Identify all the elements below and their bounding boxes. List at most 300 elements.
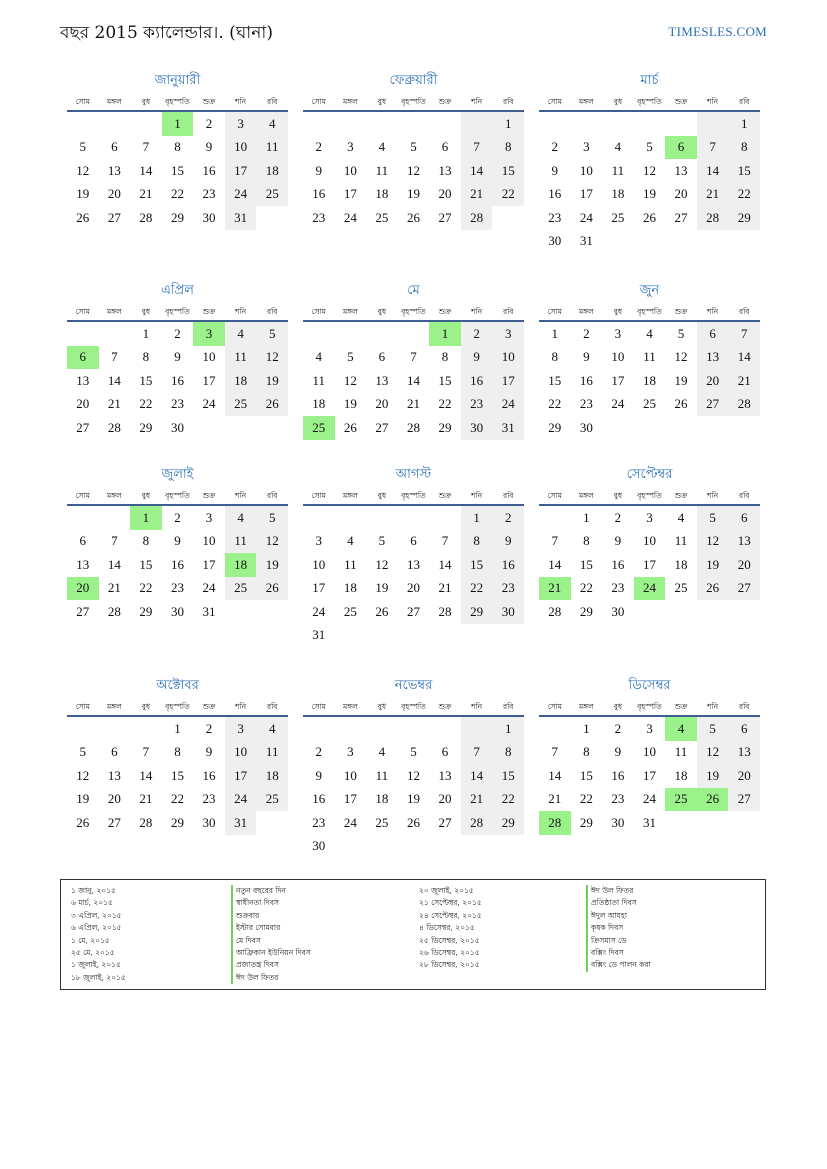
day-cell[interactable]: 1 (130, 505, 162, 530)
day-cell[interactable]: 31 (492, 416, 524, 440)
day-cell[interactable]: 10 (202, 349, 216, 365)
day-cell[interactable]: 15 (728, 159, 760, 183)
day-cell[interactable]: 28 (728, 393, 760, 417)
day-cell[interactable]: 17 (202, 556, 216, 572)
day-cell[interactable]: 3 (646, 720, 653, 736)
day-cell[interactable]: 5 (378, 533, 386, 549)
day-cell[interactable]: 30 (170, 419, 184, 435)
day-cell[interactable]: 17 (611, 372, 625, 388)
day-cell[interactable]: 3 (205, 509, 213, 525)
day-cell[interactable]: 28 (438, 603, 452, 619)
day-cell[interactable]: 20 (438, 791, 452, 807)
day-cell[interactable]: 29 (579, 603, 593, 619)
day-cell[interactable]: 24 (312, 603, 326, 619)
day-cell[interactable]: 19 (375, 580, 389, 596)
day-cell[interactable]: 3 (193, 321, 225, 346)
day-cell[interactable]: 27 (697, 393, 729, 417)
day-cell[interactable]: 19 (76, 186, 90, 202)
day-cell[interactable]: 17 (343, 791, 357, 807)
day-cell[interactable]: 5 (256, 505, 288, 530)
day-cell[interactable]: 13 (107, 767, 121, 783)
day-cell[interactable]: 27 (107, 814, 121, 830)
day-cell[interactable]: 22 (728, 183, 760, 207)
day-cell[interactable]: 15 (139, 372, 153, 388)
day-cell[interactable]: 26 (406, 814, 420, 830)
day-cell[interactable]: 19 (642, 186, 656, 202)
day-cell[interactable]: 21 (697, 183, 729, 207)
day-cell[interactable]: 24 (225, 788, 257, 812)
day-cell[interactable]: 15 (139, 556, 153, 572)
day-cell[interactable]: 22 (438, 396, 452, 412)
day-cell[interactable]: 16 (611, 767, 625, 783)
day-cell[interactable]: 6 (665, 136, 697, 160)
day-cell[interactable]: 5 (79, 744, 87, 760)
day-cell[interactable]: 25 (642, 396, 656, 412)
day-cell[interactable]: 8 (551, 349, 559, 365)
day-cell[interactable]: 20 (375, 396, 389, 412)
day-cell[interactable]: 4 (256, 111, 288, 136)
day-cell[interactable]: 3 (347, 744, 354, 760)
day-cell[interactable]: 26 (76, 209, 90, 225)
day-cell[interactable]: 18 (375, 186, 389, 202)
day-cell[interactable]: 29 (548, 419, 562, 435)
day-cell[interactable]: 8 (142, 533, 150, 549)
day-cell[interactable]: 3 (614, 325, 622, 341)
day-cell[interactable]: 15 (170, 767, 184, 783)
day-cell[interactable]: 28 (107, 603, 121, 619)
day-cell[interactable]: 14 (406, 372, 420, 388)
day-cell[interactable]: 28 (539, 811, 571, 835)
day-cell[interactable]: 2 (551, 139, 559, 155)
day-cell[interactable]: 27 (375, 419, 389, 435)
day-cell[interactable]: 27 (438, 814, 452, 830)
day-cell[interactable]: 5 (677, 325, 685, 341)
day-cell[interactable]: 19 (406, 186, 420, 202)
day-cell[interactable]: 7 (461, 741, 493, 765)
day-cell[interactable]: 5 (697, 505, 729, 530)
day-cell[interactable]: 23 (548, 209, 562, 225)
day-cell[interactable]: 19 (343, 396, 357, 412)
day-cell[interactable]: 16 (202, 767, 216, 783)
day-cell[interactable]: 24 (492, 393, 524, 417)
day-cell[interactable]: 27 (674, 209, 688, 225)
day-cell[interactable]: 12 (256, 530, 288, 554)
day-cell[interactable]: 6 (67, 346, 99, 370)
day-cell[interactable]: 21 (107, 580, 121, 596)
day-cell[interactable]: 16 (492, 553, 524, 577)
day-cell[interactable]: 26 (697, 788, 729, 812)
day-cell[interactable]: 12 (76, 162, 90, 178)
site-brand-link[interactable]: TIMESLES.COM (668, 24, 767, 39)
day-cell[interactable]: 10 (225, 136, 257, 160)
day-cell[interactable]: 9 (492, 530, 524, 554)
day-cell[interactable]: 25 (611, 209, 625, 225)
day-cell[interactable]: 15 (579, 556, 593, 572)
day-cell[interactable]: 15 (492, 159, 524, 183)
day-cell[interactable]: 24 (611, 396, 625, 412)
day-cell[interactable]: 9 (205, 744, 213, 760)
day-cell[interactable]: 7 (551, 533, 559, 549)
day-cell[interactable]: 26 (256, 577, 288, 601)
day-cell[interactable]: 2 (614, 720, 622, 736)
day-cell[interactable]: 7 (410, 349, 417, 365)
day-cell[interactable]: 26 (375, 603, 389, 619)
day-cell[interactable]: 14 (107, 556, 121, 572)
day-cell[interactable]: 16 (312, 186, 326, 202)
day-cell[interactable]: 22 (492, 183, 524, 207)
day-cell[interactable]: 24 (642, 791, 656, 807)
day-cell[interactable]: 27 (406, 603, 420, 619)
day-cell[interactable]: 8 (492, 136, 524, 160)
day-cell[interactable]: 26 (256, 393, 288, 417)
day-cell[interactable]: 9 (583, 349, 590, 365)
day-cell[interactable]: 8 (174, 744, 181, 760)
day-cell[interactable]: 16 (170, 372, 184, 388)
day-cell[interactable]: 9 (315, 162, 323, 178)
day-cell[interactable]: 3 (225, 111, 257, 136)
day-cell[interactable]: 20 (107, 186, 121, 202)
day-cell[interactable]: 2 (205, 720, 213, 736)
day-cell[interactable]: 4 (665, 716, 697, 741)
day-cell[interactable]: 2 (205, 115, 213, 131)
day-cell[interactable]: 11 (375, 162, 389, 178)
day-cell[interactable]: 1 (142, 325, 150, 341)
day-cell[interactable]: 16 (461, 369, 493, 393)
day-cell[interactable]: 21 (406, 396, 420, 412)
day-cell[interactable]: 18 (375, 791, 389, 807)
day-cell[interactable]: 21 (107, 396, 121, 412)
day-cell[interactable]: 30 (548, 233, 562, 249)
day-cell[interactable]: 12 (406, 162, 420, 178)
day-cell[interactable]: 23 (202, 791, 216, 807)
day-cell[interactable]: 14 (461, 764, 493, 788)
day-cell[interactable]: 25 (375, 209, 389, 225)
day-cell[interactable]: 20 (406, 580, 420, 596)
day-cell[interactable]: 2 (614, 509, 622, 525)
day-cell[interactable]: 31 (225, 811, 257, 835)
day-cell[interactable]: 27 (76, 603, 90, 619)
day-cell[interactable]: 13 (728, 530, 760, 554)
day-cell[interactable]: 25 (225, 393, 257, 417)
day-cell[interactable]: 10 (492, 346, 524, 370)
day-cell[interactable]: 11 (344, 556, 357, 572)
day-cell[interactable]: 1 (162, 111, 194, 136)
day-cell[interactable]: 6 (378, 349, 386, 365)
day-cell[interactable]: 11 (375, 767, 389, 783)
day-cell[interactable]: 6 (79, 533, 87, 549)
day-cell[interactable]: 15 (461, 553, 493, 577)
day-cell[interactable]: 13 (697, 346, 729, 370)
day-cell[interactable]: 21 (438, 580, 452, 596)
day-cell[interactable]: 24 (343, 814, 357, 830)
day-cell[interactable]: 4 (614, 139, 622, 155)
day-cell[interactable]: 11 (312, 372, 326, 388)
day-cell[interactable]: 12 (697, 741, 729, 765)
day-cell[interactable]: 3 (347, 139, 354, 155)
day-cell[interactable]: 12 (674, 349, 688, 365)
day-cell[interactable]: 2 (174, 509, 181, 525)
day-cell[interactable]: 4 (677, 509, 685, 525)
day-cell[interactable]: 21 (139, 791, 153, 807)
day-cell[interactable]: 27 (107, 209, 121, 225)
day-cell[interactable]: 31 (642, 814, 656, 830)
day-cell[interactable]: 29 (461, 600, 493, 624)
day-cell[interactable]: 23 (312, 209, 326, 225)
day-cell[interactable]: 15 (170, 162, 184, 178)
day-cell[interactable]: 18 (225, 553, 257, 577)
day-cell[interactable]: 18 (343, 580, 357, 596)
day-cell[interactable]: 1 (174, 720, 181, 736)
day-cell[interactable]: 3 (492, 321, 524, 346)
day-cell[interactable]: 16 (170, 556, 184, 572)
day-cell[interactable]: 14 (438, 556, 452, 572)
day-cell[interactable]: 23 (611, 580, 625, 596)
day-cell[interactable]: 14 (548, 767, 562, 783)
day-cell[interactable]: 6 (728, 716, 760, 741)
day-cell[interactable]: 23 (312, 814, 326, 830)
day-cell[interactable]: 28 (697, 206, 729, 230)
day-cell[interactable]: 16 (312, 791, 326, 807)
day-cell[interactable]: 30 (312, 838, 326, 854)
day-cell[interactable]: 28 (107, 419, 121, 435)
day-cell[interactable]: 6 (697, 321, 729, 346)
day-cell[interactable]: 17 (492, 369, 524, 393)
day-cell[interactable]: 4 (646, 325, 653, 341)
day-cell[interactable]: 22 (139, 580, 153, 596)
day-cell[interactable]: 17 (579, 186, 593, 202)
day-cell[interactable]: 24 (343, 209, 357, 225)
day-cell[interactable]: 1 (429, 321, 461, 346)
day-cell[interactable]: 12 (697, 530, 729, 554)
day-cell[interactable]: 13 (406, 556, 420, 572)
day-cell[interactable]: 10 (611, 349, 625, 365)
day-cell[interactable]: 7 (111, 349, 118, 365)
day-cell[interactable]: 13 (107, 162, 121, 178)
day-cell[interactable]: 9 (315, 767, 323, 783)
day-cell[interactable]: 5 (347, 349, 354, 365)
day-cell[interactable]: 24 (579, 209, 593, 225)
day-cell[interactable]: 11 (674, 744, 688, 760)
day-cell[interactable]: 13 (438, 767, 452, 783)
day-cell[interactable]: 23 (202, 186, 216, 202)
day-cell[interactable]: 23 (579, 396, 593, 412)
day-cell[interactable]: 5 (410, 139, 417, 155)
day-cell[interactable]: 4 (347, 533, 354, 549)
day-cell[interactable]: 23 (611, 791, 625, 807)
day-cell[interactable]: 12 (406, 767, 420, 783)
day-cell[interactable]: 10 (642, 533, 656, 549)
day-cell[interactable]: 28 (406, 419, 420, 435)
day-cell[interactable]: 26 (697, 577, 729, 601)
day-cell[interactable]: 30 (202, 814, 216, 830)
day-cell[interactable]: 21 (539, 577, 571, 601)
day-cell[interactable]: 17 (343, 186, 357, 202)
day-cell[interactable]: 9 (551, 162, 559, 178)
day-cell[interactable]: 14 (461, 159, 493, 183)
day-cell[interactable]: 9 (461, 346, 493, 370)
day-cell[interactable]: 22 (492, 788, 524, 812)
day-cell[interactable]: 6 (441, 744, 449, 760)
day-cell[interactable]: 11 (256, 136, 288, 160)
day-cell[interactable]: 16 (202, 162, 216, 178)
day-cell[interactable]: 26 (642, 209, 656, 225)
day-cell[interactable]: 28 (548, 603, 562, 619)
day-cell[interactable]: 25 (343, 603, 357, 619)
day-cell[interactable]: 8 (461, 530, 493, 554)
day-cell[interactable]: 9 (614, 533, 622, 549)
day-cell[interactable]: 15 (438, 372, 452, 388)
day-cell[interactable]: 30 (611, 603, 625, 619)
day-cell[interactable]: 19 (76, 791, 90, 807)
day-cell[interactable]: 5 (697, 716, 729, 741)
day-cell[interactable]: 7 (142, 744, 150, 760)
day-cell[interactable]: 14 (548, 556, 562, 572)
day-cell[interactable]: 15 (548, 372, 562, 388)
day-cell[interactable]: 18 (611, 186, 625, 202)
day-cell[interactable]: 31 (202, 603, 216, 619)
day-cell[interactable]: 23 (170, 580, 184, 596)
day-cell[interactable]: 10 (579, 162, 593, 178)
day-cell[interactable]: 28 (139, 814, 153, 830)
day-cell[interactable]: 16 (579, 372, 593, 388)
day-cell[interactable]: 14 (139, 162, 153, 178)
day-cell[interactable]: 22 (548, 396, 562, 412)
day-cell[interactable]: 23 (461, 393, 493, 417)
day-cell[interactable]: 26 (343, 419, 357, 435)
day-cell[interactable]: 29 (170, 814, 184, 830)
day-cell[interactable]: 27 (76, 419, 90, 435)
day-cell[interactable]: 16 (611, 556, 625, 572)
day-cell[interactable]: 29 (728, 206, 760, 230)
day-cell[interactable]: 12 (642, 162, 656, 178)
day-cell[interactable]: 21 (728, 369, 760, 393)
day-cell[interactable]: 27 (728, 788, 760, 812)
day-cell[interactable]: 20 (438, 186, 452, 202)
day-cell[interactable]: 1 (492, 716, 524, 741)
day-cell[interactable]: 10 (343, 162, 357, 178)
day-cell[interactable]: 2 (492, 505, 524, 530)
day-cell[interactable]: 27 (438, 209, 452, 225)
day-cell[interactable]: 8 (492, 741, 524, 765)
day-cell[interactable]: 22 (170, 791, 184, 807)
day-cell[interactable]: 26 (406, 209, 420, 225)
day-cell[interactable]: 30 (202, 209, 216, 225)
day-cell[interactable]: 6 (441, 139, 449, 155)
day-cell[interactable]: 4 (225, 321, 257, 346)
day-cell[interactable]: 2 (315, 139, 323, 155)
day-cell[interactable]: 11 (674, 533, 688, 549)
day-cell[interactable]: 18 (225, 369, 257, 393)
day-cell[interactable]: 29 (139, 419, 153, 435)
day-cell[interactable]: 22 (170, 186, 184, 202)
day-cell[interactable]: 29 (492, 811, 524, 835)
day-cell[interactable]: 25 (674, 580, 688, 596)
day-cell[interactable]: 22 (579, 791, 593, 807)
day-cell[interactable]: 12 (76, 767, 90, 783)
day-cell[interactable]: 23 (170, 396, 184, 412)
day-cell[interactable]: 13 (76, 372, 90, 388)
day-cell[interactable]: 6 (111, 139, 118, 155)
day-cell[interactable]: 24 (634, 577, 666, 601)
day-cell[interactable]: 7 (728, 321, 760, 346)
day-cell[interactable]: 11 (643, 349, 656, 365)
day-cell[interactable]: 11 (256, 741, 288, 765)
day-cell[interactable]: 8 (583, 744, 590, 760)
day-cell[interactable]: 7 (441, 533, 449, 549)
day-cell[interactable]: 7 (551, 744, 559, 760)
day-cell[interactable]: 12 (256, 346, 288, 370)
day-cell[interactable]: 2 (461, 321, 493, 346)
day-cell[interactable]: 10 (312, 556, 326, 572)
day-cell[interactable]: 29 (438, 419, 452, 435)
day-cell[interactable]: 20 (76, 396, 90, 412)
day-cell[interactable]: 9 (205, 139, 213, 155)
day-cell[interactable]: 20 (107, 791, 121, 807)
day-cell[interactable]: 5 (256, 321, 288, 346)
day-cell[interactable]: 10 (343, 767, 357, 783)
day-cell[interactable]: 30 (579, 419, 593, 435)
day-cell[interactable]: 14 (697, 159, 729, 183)
day-cell[interactable]: 7 (461, 136, 493, 160)
day-cell[interactable]: 25 (256, 788, 288, 812)
day-cell[interactable]: 29 (170, 209, 184, 225)
day-cell[interactable]: 22 (139, 396, 153, 412)
day-cell[interactable]: 20 (728, 764, 760, 788)
day-cell[interactable]: 3 (315, 533, 323, 549)
day-cell[interactable]: 17 (312, 580, 326, 596)
day-cell[interactable]: 13 (728, 741, 760, 765)
day-cell[interactable]: 21 (461, 183, 493, 207)
day-cell[interactable]: 18 (256, 159, 288, 183)
day-cell[interactable]: 19 (697, 553, 729, 577)
day-cell[interactable]: 15 (492, 764, 524, 788)
day-cell[interactable]: 13 (375, 372, 389, 388)
day-cell[interactable]: 6 (728, 505, 760, 530)
day-cell[interactable]: 20 (674, 186, 688, 202)
day-cell[interactable]: 8 (728, 136, 760, 160)
day-cell[interactable]: 20 (67, 577, 99, 601)
day-cell[interactable]: 4 (378, 139, 386, 155)
day-cell[interactable]: 1 (728, 111, 760, 136)
day-cell[interactable]: 22 (579, 580, 593, 596)
day-cell[interactable]: 29 (139, 603, 153, 619)
day-cell[interactable]: 10 (642, 744, 656, 760)
day-cell[interactable]: 1 (551, 325, 559, 341)
day-cell[interactable]: 1 (583, 509, 590, 525)
day-cell[interactable]: 14 (139, 767, 153, 783)
day-cell[interactable]: 8 (142, 349, 150, 365)
day-cell[interactable]: 9 (174, 533, 181, 549)
day-cell[interactable]: 3 (225, 716, 257, 741)
day-cell[interactable]: 17 (225, 159, 257, 183)
day-cell[interactable]: 29 (579, 814, 593, 830)
day-cell[interactable]: 12 (343, 372, 357, 388)
day-cell[interactable]: 19 (674, 372, 688, 388)
day-cell[interactable]: 1 (461, 505, 493, 530)
day-cell[interactable]: 18 (256, 764, 288, 788)
day-cell[interactable]: 4 (256, 716, 288, 741)
day-cell[interactable]: 18 (312, 396, 326, 412)
day-cell[interactable]: 17 (202, 372, 216, 388)
day-cell[interactable]: 13 (76, 556, 90, 572)
day-cell[interactable]: 7 (111, 533, 118, 549)
day-cell[interactable]: 1 (583, 720, 590, 736)
day-cell[interactable]: 4 (315, 349, 323, 365)
day-cell[interactable]: 20 (697, 369, 729, 393)
day-cell[interactable]: 25 (256, 183, 288, 207)
day-cell[interactable]: 2 (174, 325, 181, 341)
day-cell[interactable]: 13 (674, 162, 688, 178)
